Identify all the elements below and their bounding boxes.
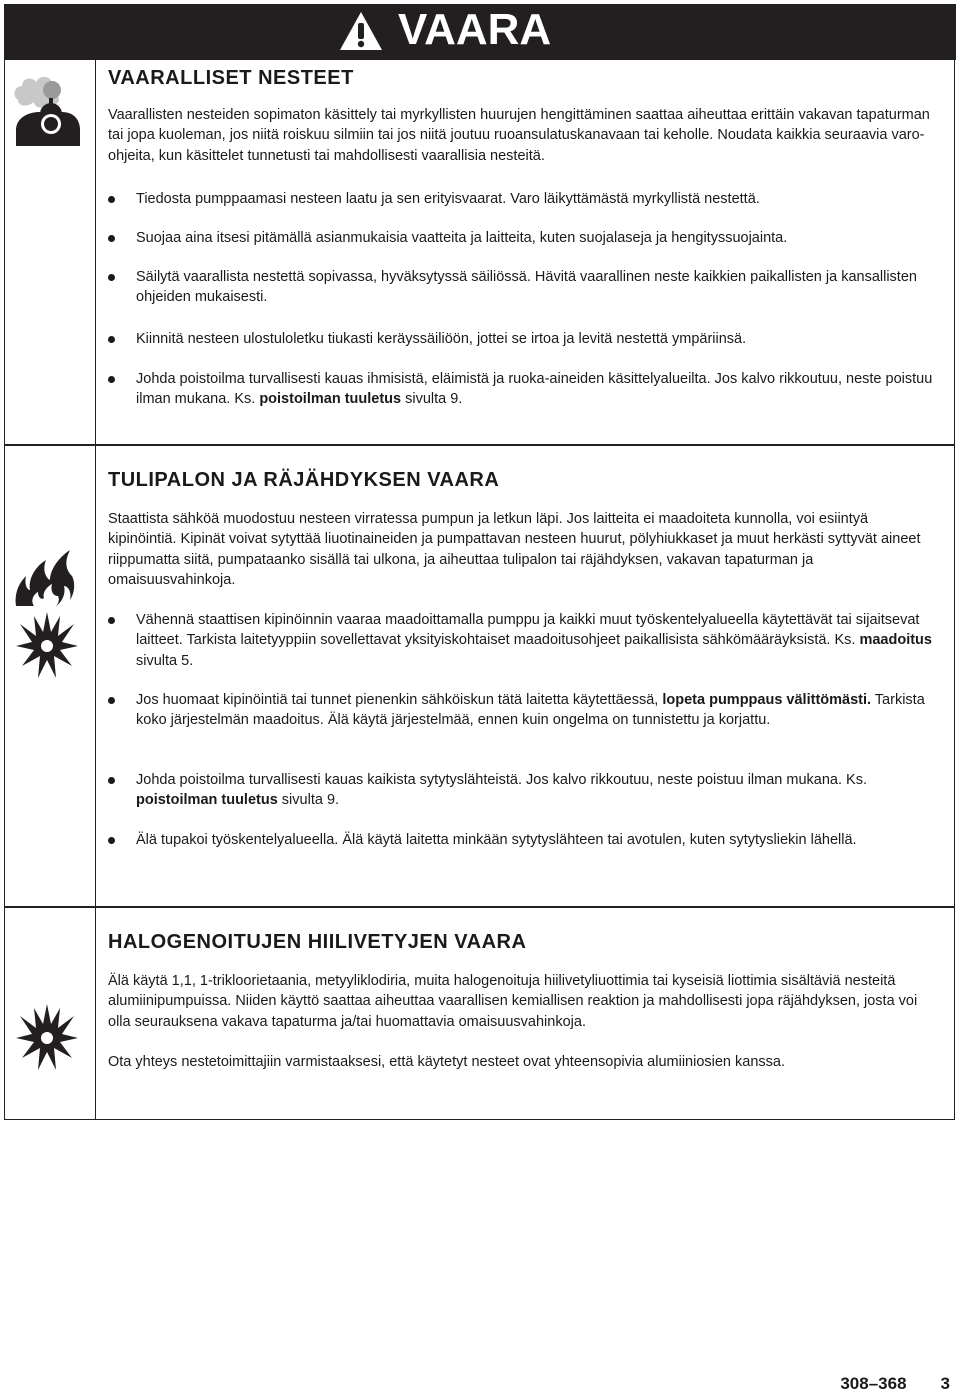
warning-triangle-icon	[338, 10, 384, 52]
bullet-icon	[108, 376, 115, 383]
explosion-icon	[16, 1002, 78, 1072]
section-intro: Staattista sähköä muodostuu nesteen virratessa pumpun ja letkun läpi. Jos laitteita ei maadoiteta kunnolla, voi esiintyä kipinöintiä. Kipinät voivat sytyttää liuotinaineiden ja pumpattavan nesteen huurut, pölyhiukkaset ja muut herkästi syttyvät aineet riippumatta siitä, pumpataanko sisällä tai ulkona, ja aiheuttaa tulipalon tai räjähdyksen, vakavan tapaturman ja omaisuusvahinkoja.	[108, 511, 921, 588]
section-title: VAARALLISET NESTEET	[108, 67, 354, 89]
cross-reference: poistoilman tuuletus	[259, 391, 402, 408]
document-number: 308–368	[840, 1374, 907, 1393]
bullet-icon	[108, 336, 115, 343]
emphasis-text: lopeta pumppaus välittömästi.	[662, 692, 872, 708]
list-item: Älä tupakoi työskentelyalueella. Älä käytä laitetta minkään sytytyslähteen tai avotulen, kuten sytytysliekin lähellä.	[108, 830, 938, 850]
bullet-icon	[108, 196, 115, 203]
fire-icon	[12, 546, 78, 608]
list-item: Tiedosta pumppaamasi nesteen laatu ja sen erityisvaarat. Varo läikyttämästä myrkyllistä nestettä.	[108, 189, 938, 209]
section-note: Ota yhteys nestetoimittajiin varmistaaksesi, että käytetyt nesteet ovat yhteensopivia alumiiniosien kanssa.	[108, 1054, 785, 1070]
section-divider	[95, 444, 96, 908]
list-item: Johda poistoilma turvallisesti kauas ihmisistä, eläimistä ja ruoka-aineiden käsittelyalueilta. Jos kalvo rikkoutuu, neste poistuu ilman mukana. Ks. poistoilman tuuletus sivulta 9.	[108, 369, 938, 410]
list-item: Jos huomaat kipinöintiä tai tunnet pienenkin sähköiskun tätä laitetta käytettäessä, lopeta pumppaus välittömästi. Tarkista koko järjestelmän maadoitus. Älä käytä järjestelmää, ennen kuin ongelma on tunnistettu ja korjattu.	[108, 690, 938, 731]
page-number: 3	[940, 1374, 950, 1393]
bullet-icon	[108, 235, 115, 242]
bullet-icon	[108, 617, 115, 624]
bullet-icon	[108, 274, 115, 281]
section-title: HALOGENOITUJEN HIILIVETYJEN VAARA	[108, 931, 527, 953]
explosion-icon	[16, 610, 78, 680]
bullet-icon	[108, 777, 115, 784]
list-item: Säilytä vaarallista nestettä sopivassa, hyväksytyssä säiliössä. Hävitä vaarallinen neste kaikkien paikallisten ja kansallisten ohjeiden mukaisesti.	[108, 267, 938, 308]
section-divider	[95, 906, 96, 1120]
list-item: Kiinnitä nesteen ulostuloletku tiukasti keräyssäiliöön, jottei se irtoa ja levitä nestettä ympäriinsä.	[108, 329, 938, 349]
list-item: Johda poistoilma turvallisesti kauas kaikista sytytyslähteistä. Jos kalvo rikkoutuu, neste poistuu ilman mukana. Ks. poistoilman tuuletus sivulta 9.	[108, 770, 938, 811]
section-intro: Älä käytä 1,1, 1-trikloorietaania, metyyliklodiria, muita halogenoituja hiilivetyliuottimia tai kyseisiä liottimia sisältäviä nesteitä alumiinipumpuissa. Niiden käyttö saattaa aiheuttaa vaarallisen kemiallisen reaktion ja mahdollisesti jopa räjähdyksen, josta voi olla seurauksena vakava tapaturma ja/tai huomattavia omaisuusvahinkoja.	[108, 973, 918, 1030]
bullet-icon	[108, 837, 115, 844]
section-title: TULIPALON JA RÄJÄHDYKSEN VAARA	[108, 469, 500, 491]
list-item: Suojaa aina itsesi pitämällä asianmukaisia vaatteita ja laitteita, kuten suojalaseja ja hengityssuojainta.	[108, 228, 938, 248]
cross-reference: maadoitus	[859, 632, 932, 649]
bullet-icon	[108, 697, 115, 704]
toxic-fumes-icon	[10, 66, 80, 148]
section-divider	[95, 60, 96, 446]
page-footer	[840, 1374, 950, 1394]
list-item: Vähennä staattisen kipinöinnin vaaraa maadoittamalla pumppu ja kaikki muut työskentelyalueella käytettävät tai sijaitsevat laitteet. Tarkista laitetyyppiin sovellettavat yksityiskohtaiset maadoitusohjeet paikallisista sähkömääräyksistä. Ks. maadoitus sivulta 5.	[108, 610, 938, 671]
cross-reference: poistoilman tuuletus	[136, 792, 278, 809]
page-title: VAARA	[398, 5, 552, 54]
section-intro: Vaarallisten nesteiden sopimaton käsittely tai myrkyllisten huurujen hengittäminen saattaa aiheuttaa erittäin vakavan tapaturman tai jopa kuoleman, jos niitä roiskuu silmiin tai jos niitä joutuu ruoansulatuskanavaan tai keholle. Noudata kaikkia seuraavia varo-ohjeita, kun käsittelet tunnetusti tai mahdollisesti vaarallisia nesteitä.	[108, 107, 930, 164]
